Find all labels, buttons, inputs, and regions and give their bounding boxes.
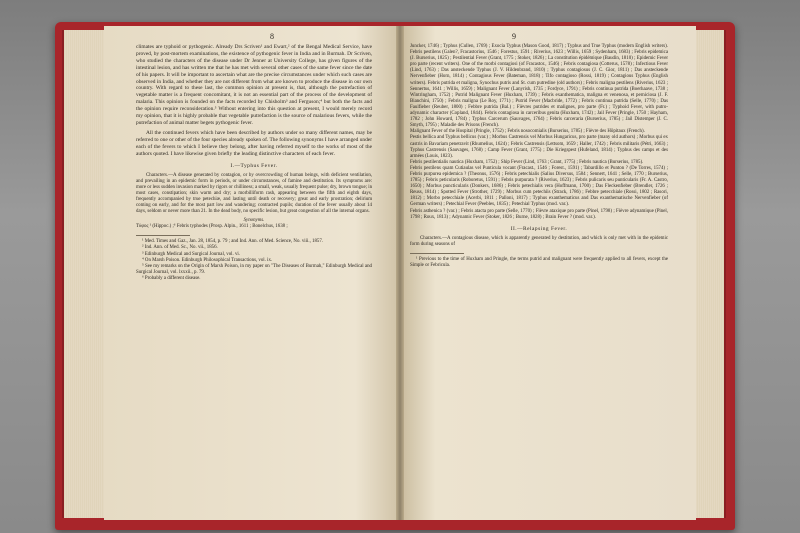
paragraph: All the continued fevers which have been described by authors under so many different names, may be referred to one or other of the four species already spoken of. The following synonyms I have arranged under each of the fevers to which I believe they belong, after having referred myself to the works of most of the authors quoted. I have likewise given briefly the leading distinctive characters of each fever.: [136, 129, 372, 157]
footnote: ¹ Med. Times and Gaz., Jan. 28, 1854, p. 79 ; and Ind. Ann. of Med. Science, No. viii., 1857.: [142, 239, 324, 245]
synonyms-text: Τύφος ¹ (Hippoc.) ;⁶ Febris typhodes (Prosp. Alpin., 1611 ; Bonelchus, 1638 ;: [136, 224, 288, 230]
footnotes: [136, 239, 372, 282]
footnote: ⁶ Probably a different disease.: [142, 275, 201, 281]
characters-text: Characters.—A disease generated by contagion, or by overcrowding of human beings, with deficient ventilation, and prevailing in an epidemic form in periods, or under circumstances, of famine and destitution. Its symptoms are: more or less sudden invasion marked by rigors or chilliness; a small, weak, usually frequent pulse; dry, brown tongue; in most cases, constipation; skin warm and dry; a morbilliform rash, appearing between the fifth and eighth days, frequently accompanied by true petechiæ, and lasting until death or recovery; great and early prostration; delirium coming on early, and for the most part low and wandering; contracted pupils; duration of the fever usually about 14 days, seldom or never more than 21. In the dead body, no specific lesion, but great congestion of all the internal organs.: [136, 172, 373, 215]
section-heading: II.—Relapsing Fever.: [510, 225, 568, 232]
synonyms-text: Malignant Fever of the Hospital (Pringle, 1752) ; Febris nosocomialis (Burserius, 1785) ; Fièvre des Hôpitaux (French).: [410, 129, 645, 135]
section-heading: I.—Typhus Fever.: [230, 162, 278, 169]
synonyms-title: Synonyms.: [243, 218, 265, 224]
footnote: ¹ Previous to the time of Huxham and Pringle, the terms putrid and malignant were frequently applied to all fevers, except the Simple or Febricula.: [410, 256, 668, 268]
footnote: ³ Edinburgh Medical and Surgical Journal, vol. vi.: [142, 251, 240, 257]
footnote-rule: [410, 253, 464, 254]
footnote: ⁵ See my remarks on the Origin of Marsh Poison, in my paper on "The Diseases of Burmah," Edinburgh Medical and Surgical Journal, vol. lxxxii., p. 79.: [136, 263, 372, 275]
left-page: [104, 26, 400, 520]
footnote: ⁴ On Marsh Poison. Edinburgh Philosophical Transactions, vol. ix.: [142, 257, 273, 263]
page-number: 9: [512, 32, 516, 41]
synonyms-text: Juncker, 1746) ; Typhus (Cullen, 1769) ; Exocia Typhus (Mason Good, 1817) ; Typhus and True Typhus (modern English writers). Febris pestilens (Galen?, Fracastorius, 1546 ; Forestus, 1591 ; Riverius, 1623 ; Willis, 1659 ; Sydenham, 1683) ; Febris epidemica (J. Burserius, 1825) ; Pestilential Fever (Grant, 1775 ; Stoker, 1826) ; La constitution épidémique (Baudin, 1810) ; Epidemic Fever pro parte (recent writers). One of the morbi contagiosi (of Fracastor., 1546) ; Febris contagiosa (Cotterus, 1578) ; Infectious Fever (Lind, 1763) ; Das ansteckende Typhus (J. V. Hildenbrand, 1810) ; Typhus contagiosus (J. C. Gior, 1811) ; Das ansteckende Nervenfieber (Horn, 1814) ; Contagious Fever (Bateman, 1818) ; Tifo contagioso (Rossi, 1819) ; Contagious Typhus (English writers). Febris putrida et maligna, Synochus putris and St. cum putredine (old authors) ; Febris maligna pestilens (Riverius, 1623 ; Sennertus, 1641 ; Willis, 1659) ; Malignant Fever (Lanyrish, 1735 ; Fordyce, 1791) ; Febris continua putrida (Boerhaave, 1738 ; Wintringham, 1752) ; Putrid Malignant Fever (Huxham, 1739) ; Febris exanthematica, maligna et venenosa, et perniciosa (J. F. Bianchini, 1750) ; Febris maligna (Le Roy, 1771) ; Putrid Fever (Macbride, 1772) ; Febris continua putrida (Selle, 1770) ; Das Faulfieber (Reuber, 1800) ; Febbre putrida (Bal.) ; Fièvres putrides et malignes, pro parte (Fr.) ; Typhoid Fever, with putro-adynamic character (Copland, 1844). Febris contagiosa in carceribus genita (Huxham, 1742) ; Jail Fever (Pringle, 1750 ; Hayham, 1782 ; John Howard, 1784) ; Typhus Carcerum (Sauvages, 1764) ; Febris carceraria (Burserius, 1785) ; Jail Distemper (J. C. Smyth, 1795) ; Maladie des Prisons (French).: [410, 44, 668, 129]
footnote: ² Ind. Ann. of Med. Sc., No. vii., 1856.: [142, 245, 218, 251]
left-text-column: [136, 44, 372, 282]
synonyms-text: Febris asthenica ? (var.) ; Febris atacta pro parte (Selle, 1770) ; Fièvre ataxique pro parte (Pinel, 1798) ; Fièvre adynamique (Pinel, 1798 ; Roux, 1813) ; Adynamic Fever (Stoker, 1826 ; Burne, 1828) ; Brain Fever ? (mod. var.).: [410, 208, 668, 220]
page-edges-left: [62, 30, 108, 518]
page-number: 8: [270, 32, 274, 41]
right-text-column: [410, 44, 668, 269]
synonyms-text: Febris pestilentialis nautica (Huxham, 1752) ; Ship Fever (Lind, 1763 ; Grant, 1775) ; Febris nautica (Burserius, 1785).: [410, 159, 644, 165]
footnote-rule: [136, 235, 190, 236]
page-edges-right: [694, 30, 726, 518]
characters-text: Characters.—A contagious disease, which is apparently generated by destitution, and which is only met with in the epidemic form during seasons of: [410, 235, 668, 247]
synonyms-text: Febris pestilens quam Cutiaulas vel Punticula vocant (Fracast., 1546 ; Forest., 1591) ; Tabardillo et Punton ? (De Torres, 1574) ; Febris purpurea epidemica ? (Theonus, 1576) ; Febris petechialis (Salius Diversus, 1584 ; Sennert, 1641 ; Selle, 1770 ; Burserius, 1785) ; Febris peticularis (Roboretus, 1591) ; Febris purpurata ? (Riverius, 1623) ; Febris pulicaris seu punticularis (Fr. A. Castro, 1650) ; Morbus puncticularis (Donkers, 1686) ; Febris petechialis vera (Hoffmann, 1700) ; Das Fleckenfieber (Brendler, 1726 ; Reuss, 1814) ; Spotted Fever (Strother, 1729) ; Morbus cum petechiis (Strack, 1786) ; Febbre petecchiale (Rossi, 1802 ; Rasori, 1812) ; Morbo petecchiale (Acerbi, 1811 ; Palloni, 1817) ; Typhus exanthematicus and Das exanthematische Nervenfieber (of German writers) ; Petechial Fever (Peebles, 1835) ; Petechial Typhus (mod. var.).: [410, 165, 668, 208]
synonyms-text: Pestis bellica and Typhus bellicus (var.) ; Morbus Castrensis vel Morbus Hungaricus, pro parte (many old authors) ; Morbus qui ex castris in Bavariam penetravit (Rhumelius, 1624) ; Febris Castrensis (Lettsom, 1659 ; Haller, 1742) ; Febris militaris (Pétri, 1663) ; Typhus Castrensis (Sauvages, 1768) ; Camp Fever (Grant, 1775) ; Die Kriegspest (Hufeland, 1814) ; Typhus des camps et des armées (Louis, 1823).: [410, 135, 668, 159]
right-page: [400, 26, 696, 520]
book-gutter: [396, 26, 404, 520]
paragraph: climates are typhoid or pythogenic. Already Drs Scriven¹ and Ewart,² of the Bengal Medical Service, have proved, by post-mortem examinations, the existence of pythogenic fever in India and in Burmah. Dr Scriven, who studied the characters of the disease under Dr Jenner at University College, has given figures of the intestinal lesion, and has written me that he has met with several other cases of the same fever since the date of his papers. It will be important to ascertain what are the precise circumstances under which such cases are observed in India, and whether they are not different from what are known to produce the disease in our own country. With regard to these last, the common opinion at present is, that, although the putrefaction of vegetable matter is a frequent concomitant, it is not an essential part of the process of the development of malaria. This opinion is founded on the facts recorded by Chisholm³ and Ferguson;⁴ but both the facts and the opinion require reconsideration.⁵ Without entering into this question at present, I would merely record my opinion, that it is highly probable that vegetable putrefaction is the source of malarious fevers, while the putrefaction of animal matter begets pythogenic fever.: [136, 44, 372, 126]
